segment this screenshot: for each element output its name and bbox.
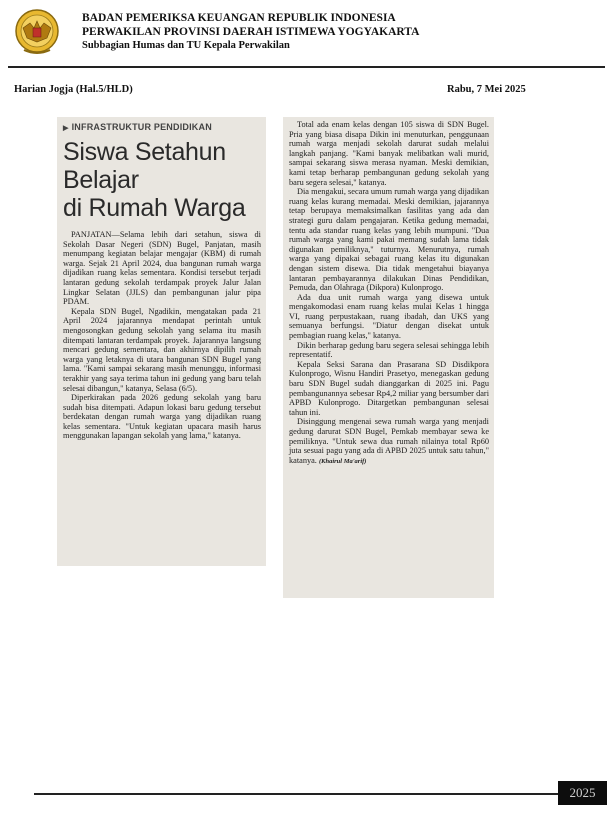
date-label: Rabu, 7 Mei 2025 [447,84,526,95]
byline: (Khairul Ma'arif) [318,457,367,465]
kicker-text: INFRASTRUKTUR PENDIDIKAN [71,122,212,132]
bpk-emblem-logo [14,6,60,58]
header-divider [8,66,605,68]
header-line-1: BADAN PEMERIKSA KEUANGAN REPUBLIK INDONESIA [82,12,396,24]
header-line-2: PERWAKILAN PROVINSI DAERAH ISTIMEWA YOGYAKARTA [82,26,420,38]
article-kicker: ▶ INFRASTRUKTUR PENDIDIKAN [63,122,212,132]
header-line-3: Subbagian Humas dan TU Kepala Perwakilan [82,40,290,51]
news-clipping-column-1 [57,117,266,566]
institution-header [82,11,419,53]
paragraph [289,417,489,466]
paragraph: Kepala SDN Bugel, Ngadikin, mengatakan pada 21 April 2024 jajarannya mendapat perintah untuk mengosongkan gedung sekolah yang selama itu masih ditempati lantaran terdampak proyek. Jajarannya langsung mencari gedung sementara, dan akhirnya dipilih rumah warga yang letaknya di utara bangunan SDN Bugel yang lama. "Kami sampai sekarang masih menunggu, informasi terakhir yang saya terima tahun ini gedung yang baru telah selesai dibangun," katanya, Selasa (6/5). [63,306,261,393]
headline-line-1: Siswa Setahun [63,138,226,166]
paragraph: Ada dua unit rumah warga yang disewa untuk mengakomodasi enam ruang kelas mulai Kelas 1 hingga VI, ruang perpustakaan, ruang ibadah, dan UKS yang semuanya berfungsi. "Diatur dengan disekat untuk pembagian ruang kelas," katanya. [289,292,489,341]
paragraph: Dikin berharap gedung baru segera selesai sehingga lebih representatif. [289,340,489,360]
paragraph: Dia mengakui, secara umum rumah warga yang dijadikan ruang kelas kurang memadai. Meski demikian, jajarannya tetap berupaya memaksimalkan fasilitas yang ada dan strategi guru dalam pengajaran. Ketika gedung memadai, tentu ada standar ruang kelas yang lebih mumpuni. "Dua rumah warga yang kami pakai memang sudah lama tidak digunakan pemiliknya," tuturnya. Menurutnya, rumah warga yang dipakai sebagai ruang kelas itu digunakan dengan sistem disewa. Dia tidak mengetahui biayanya lantaran pembayarannya dilakukan Dinas Pendidikan, Pemuda, dan Olahraga (Dikpora) Kulonprogo. [289,187,489,293]
paragraph: Total ada enam kelas dengan 105 siswa di SDN Bugel. Pria yang biasa disapa Dikin ini menuturkan, penggunaan rumah warga menjadi sekolah darurat sudah melalui langkah panjang. "Kami banyak melibatkan wali murid, sampai sekarang siswa merasa nyaman. Meski demikian, kami tetap berharap pembangunan gedung sekolah yang baru segera selesai," katanya. [289,120,489,187]
headline-line-2: Belajar [63,166,139,194]
headline-line-3: di Rumah Warga [63,194,246,222]
news-clipping-column-2 [283,117,494,598]
source-label: Harian Jogja (Hal.5/HLD) [14,84,133,95]
footer-year-badge: 2025 [558,781,607,805]
paragraph: Diperkirakan pada 2026 gedung sekolah yang baru sudah bisa ditempati. Adapun lokasi baru gedung tersebut berdekatan dengan rumah warga yang dijadikan ruang kelas sementara. "Untuk kegiatan upacara masih harus menggunakan lapangan sekolah yang lama," katanya. [63,393,261,441]
paragraph: Kepala Seksi Sarana dan Prasarana SD Disdikpora Kulonprogo, Wisnu Handiri Prasetyo, menegaskan gedung baru SDN Bugel sudah dianggarkan di 2025 ini. Pagu pembangunannya sebesar Rp4,2 miliar yang bersumber dari APBD Kulonprogo. Ditargetkan pembangunan selesai tahun ini. [289,359,489,417]
paragraph: PANJATAN—Selama lebih dari setahun, siswa di Sekolah Dasar Negeri (SDN) Bugel, Panjatan, masih menumpang kegiatan belajar mengajar (KBM) di rumah warga. Sejak 21 April 2024, dua bangunan rumah warga dijadikan ruang kelas sementara. Kondisi tersebut terjadi lantaran gedung sekolah terdampak proyek Jalur Jalan Lingkar Selatan (JJLS) dan pembangunan jalur pipa PDAM. [63,230,261,307]
paragraph-text: Disinggung mengenai sewa rumah warga yang menjadi gedung darurat SDN Bugel, Pemkab membayar sewa ke pemiliknya. "Untuk sewa dua rumah nilainya total Rp60 juta sesuai pagu yang ada di APBD 2025 untuk satu tahun," katanya. [289,417,489,465]
footer-divider [34,793,560,795]
article-headline [63,138,261,222]
